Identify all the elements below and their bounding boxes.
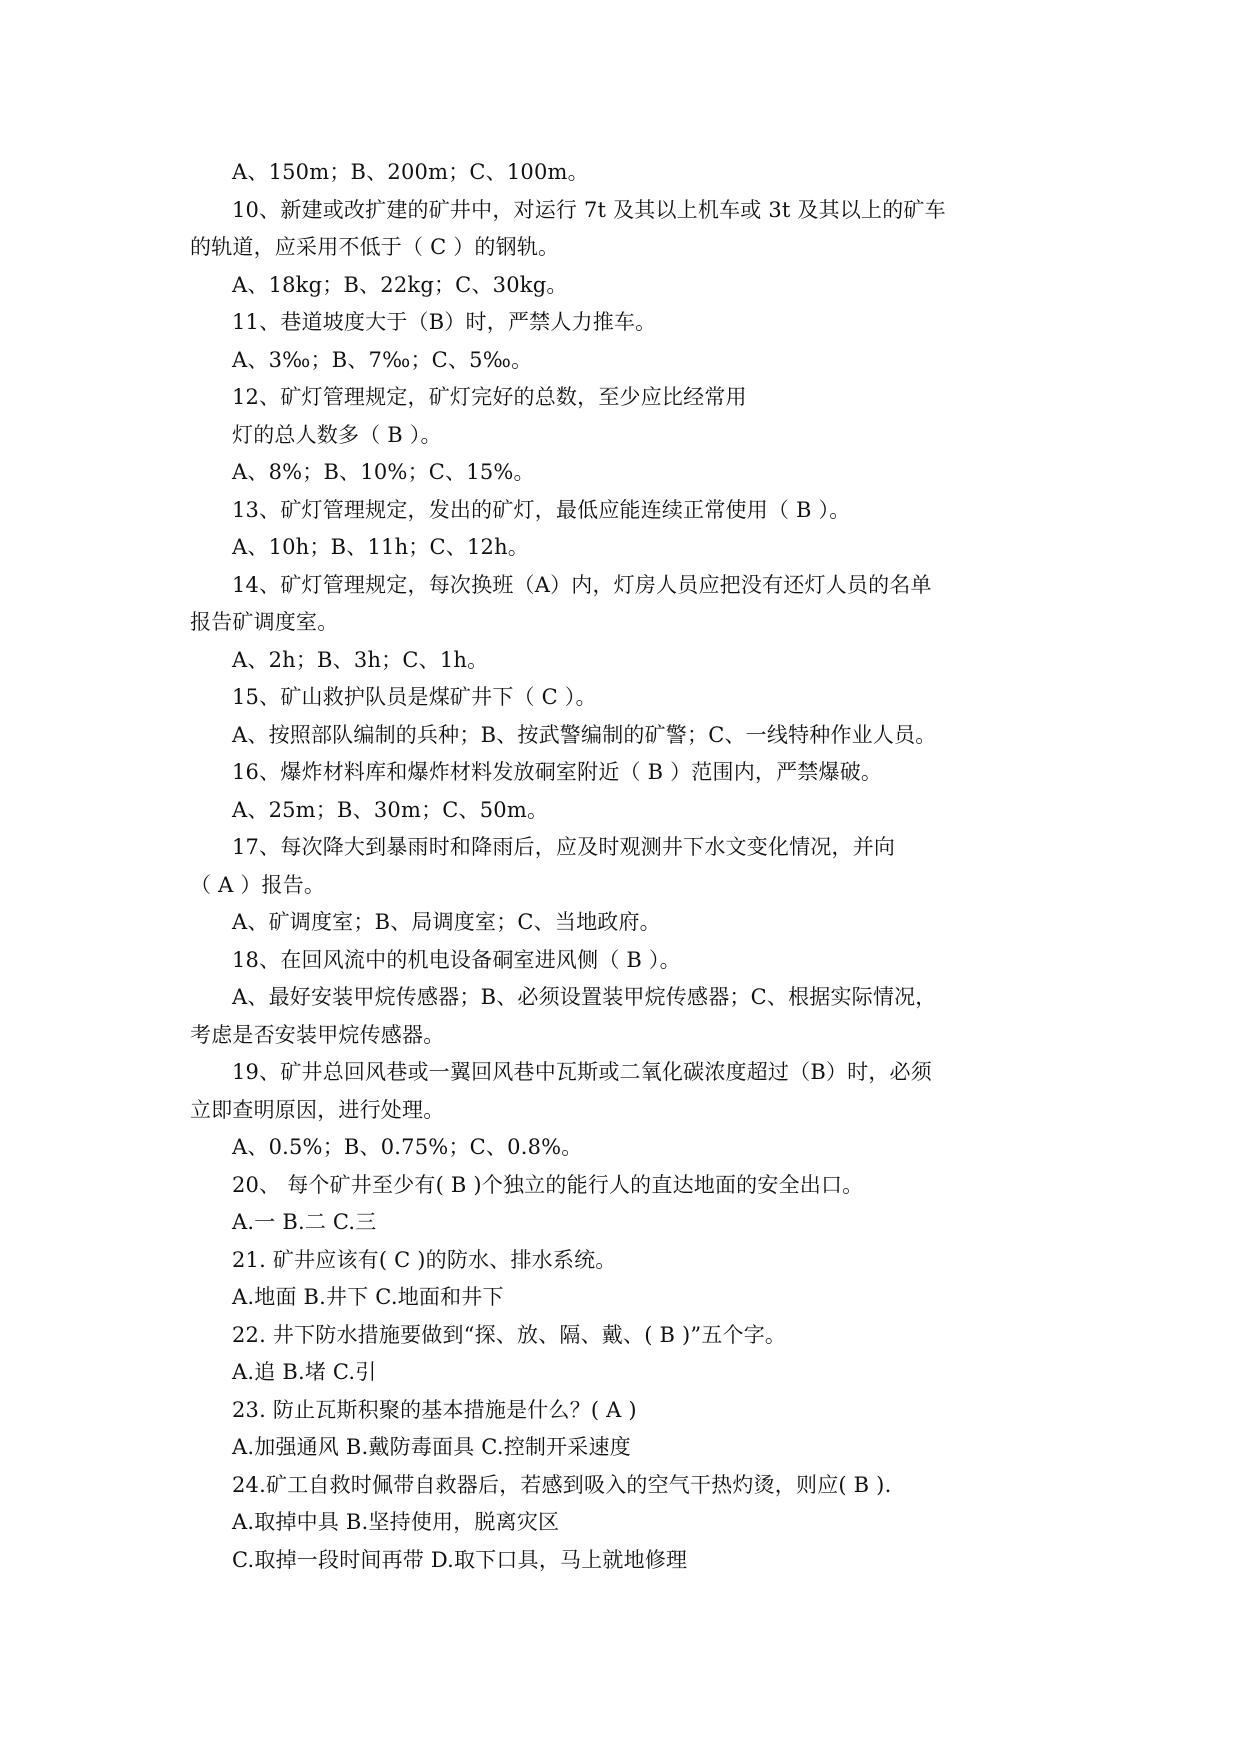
text-line: 12、矿灯管理规定，矿灯完好的总数，至少应比经常用 — [232, 385, 747, 409]
text-line: A、按照部队编制的兵种；B、按武警编制的矿警；C、一线特种作业人员。 — [232, 722, 937, 747]
text-line: 的轨道，应采用不低于（ C ）的钢轨。 — [190, 235, 560, 259]
text-line: 18、在回风流中的机电设备硐室进风侧（ B ）。 — [232, 947, 681, 972]
text-line: A.一 B.二 C.三 — [232, 1210, 377, 1234]
text-line: 15、矿山救护队员是煤矿井下（ C ）。 — [232, 685, 597, 709]
text-line: A、18kg；B、22kg；C、30kg。 — [232, 272, 568, 297]
text-line: 20、 每个矿井至少有( B )个独立的能行人的直达地面的安全出口。 — [232, 1172, 864, 1197]
text-line: A、8%；B、10%；C、15%。 — [232, 460, 535, 484]
text-line: 考虑是否安装甲烷传感器。 — [190, 1022, 445, 1047]
text-line: 17、每次降大到暴雨时和降雨后，应及时观测井下水文变化情况，并向 — [232, 835, 896, 859]
text-line: 灯的总人数多（ B ）。 — [232, 422, 442, 447]
text-line: C.取掉一段时间再带 D.取下口具，马上就地修理 — [232, 1547, 688, 1572]
text-line: 19、矿井总回风巷或一翼回风巷中瓦斯或二氧化碳浓度超过（B）时，必须 — [232, 1060, 932, 1084]
text-line: A、10h；B、11h；C、12h。 — [232, 535, 530, 559]
text-line: 22. 井下防水措施要做到“探、放、隔、戴、( B )”五个字。 — [232, 1322, 787, 1347]
text-line: 立即查明原因，进行处理。 — [190, 1097, 445, 1122]
text-line: A、矿调度室；B、局调度室；C、当地政府。 — [232, 910, 661, 934]
text-line: A.取掉中具 B.坚持使用，脱离灾区 — [232, 1510, 560, 1534]
text-line: A、2h；B、3h；C、1h。 — [232, 647, 489, 672]
text-line: A、25m；B、30m；C、50m。 — [232, 797, 549, 822]
text-line: 24.矿工自救时佩带自救器后，若感到吸入的空气干热灼烫，则应( B ). — [232, 1472, 892, 1497]
text-line: 11、巷道坡度大于（B）时，严禁人力推车。 — [232, 310, 657, 334]
text-line: A、最好安装甲烷传感器；B、必须设置装甲烷传感器；C、根据实际情况， — [232, 985, 937, 1009]
text-line: A.地面 B.井下 C.地面和井下 — [232, 1285, 504, 1309]
text-line: A.追 B.堵 C.引 — [232, 1360, 377, 1384]
text-line: 23. 防止瓦斯积聚的基本措施是什么？( A ) — [232, 1397, 637, 1422]
text-line: 21. 矿井应该有( C )的防水、排水系统。 — [232, 1247, 617, 1272]
text-line: A、3‰；B、7‰；C、5‰。 — [232, 347, 533, 372]
text-line: （ A ）报告。 — [190, 872, 326, 897]
text-line: 14、矿灯管理规定，每次换班（A）内，灯房人员应把没有还灯人员的名单 — [232, 572, 932, 597]
text-line: A.加强通风 B.戴防毒面具 C.控制开采速度 — [232, 1435, 631, 1459]
text-line: 报告矿调度室。 — [190, 610, 339, 634]
document-body — [190, 154, 1065, 1579]
text-line: 10、新建或改扩建的矿井中，对运行 7t 及其以上机车或 3t 及其以上的矿车 — [232, 197, 946, 222]
text-line: 13、矿灯管理规定，发出的矿灯，最低应能连续正常使用（ B ）。 — [232, 497, 851, 522]
text-line: A、0.5%；B、0.75%；C、0.8%。 — [232, 1135, 583, 1159]
text-line: A、150m；B、200m；C、100m。 — [232, 160, 589, 184]
text-line: 16、爆炸材料库和爆炸材料发放硐室附近（ B ）范围内，严禁爆破。 — [232, 760, 883, 784]
